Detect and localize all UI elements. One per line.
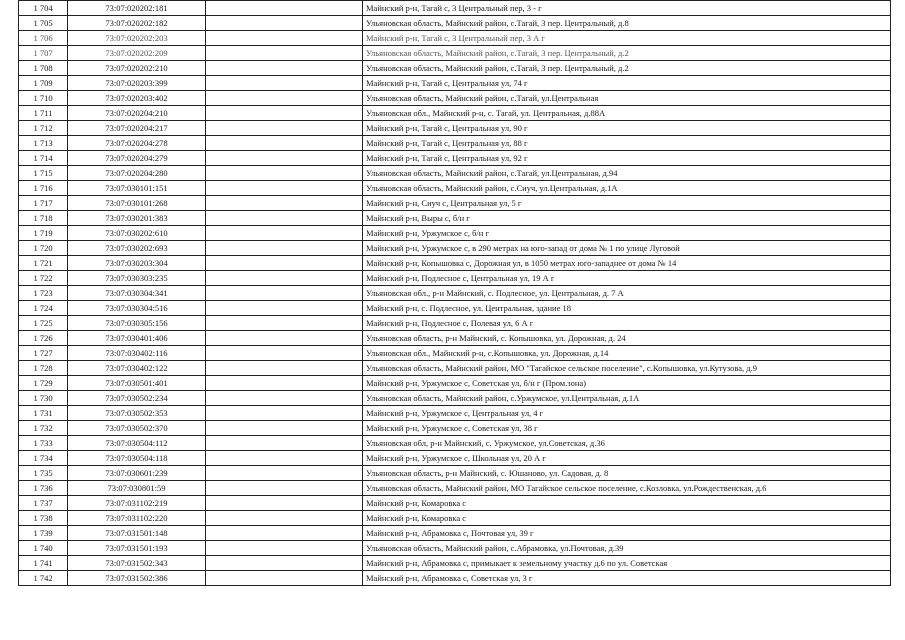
- row-number: 1 722: [19, 271, 68, 286]
- register-body: [19, 1, 891, 586]
- empty-cell: [206, 196, 363, 211]
- table-row: [19, 211, 891, 226]
- cadastral-number: 73:07:031501:193: [68, 541, 206, 556]
- row-number: 1 707: [19, 46, 68, 61]
- address: Майнский р-н, Комаровка с: [363, 511, 891, 526]
- table-row: [19, 421, 891, 436]
- empty-cell: [206, 346, 363, 361]
- row-number: 1 712: [19, 121, 68, 136]
- address: Майнский р-н, с. Подлесное, ул. Центральная, здание 18: [363, 301, 891, 316]
- empty-cell: [206, 286, 363, 301]
- empty-cell: [206, 391, 363, 406]
- empty-cell: [206, 1, 363, 16]
- cadastral-number: 73:07:030501:401: [68, 376, 206, 391]
- row-number: 1 736: [19, 481, 68, 496]
- address: Ульяновская обл., Майнский р-н, с. Тагай, ул. Центральная, д.88А: [363, 106, 891, 121]
- row-number: 1 705: [19, 16, 68, 31]
- empty-cell: [206, 226, 363, 241]
- row-number: 1 740: [19, 541, 68, 556]
- address: Ульяновская область, Майнский район, с.Тагай, ул.Центральная: [363, 91, 891, 106]
- table-row: [19, 286, 891, 301]
- cadastral-number: 73:07:030201:383: [68, 211, 206, 226]
- cadastral-number: 73:07:030202:610: [68, 226, 206, 241]
- table-row: [19, 241, 891, 256]
- address: Ульяновская область, р-н Майнский, с. Юшаново, ул. Садовая, д. 8: [363, 466, 891, 481]
- row-number: 1 709: [19, 76, 68, 91]
- table-row: [19, 541, 891, 556]
- row-number: 1 742: [19, 571, 68, 586]
- address: Ульяновская область, Майнский район, МО Тагайское сельское поселение, с.Козловка, ул.Рождественская, д.6: [363, 481, 891, 496]
- address: Майнский р-н, Комаровка с: [363, 496, 891, 511]
- cadastral-number: 73:07:030101:151: [68, 181, 206, 196]
- cadastral-number: 73:07:030504:112: [68, 436, 206, 451]
- table-row: [19, 121, 891, 136]
- address: Майнский р-н, Сиуч с, Центральная ул, 5 г: [363, 196, 891, 211]
- cadastral-number: 73:07:020202:181: [68, 1, 206, 16]
- row-number: 1 710: [19, 91, 68, 106]
- cadastral-number: 73:07:031102:220: [68, 511, 206, 526]
- table-row: [19, 406, 891, 421]
- cadastral-number: 73:07:030502:234: [68, 391, 206, 406]
- cadastral-number: 73:07:030202:693: [68, 241, 206, 256]
- cadastral-number: 73:07:031502:386: [68, 571, 206, 586]
- cadastral-number: 73:07:031102:219: [68, 496, 206, 511]
- cadastral-number: 73:07:020204:279: [68, 151, 206, 166]
- table-row: [19, 301, 891, 316]
- row-number: 1 729: [19, 376, 68, 391]
- address: Ульяновская область, Майнский район, с.Абрамовка, ул.Почтовая, д.39: [363, 541, 891, 556]
- row-number: 1 733: [19, 436, 68, 451]
- row-number: 1 738: [19, 511, 68, 526]
- row-number: 1 721: [19, 256, 68, 271]
- empty-cell: [206, 46, 363, 61]
- cadastral-number: 73:07:030303:235: [68, 271, 206, 286]
- table-row: [19, 376, 891, 391]
- row-number: 1 718: [19, 211, 68, 226]
- empty-cell: [206, 256, 363, 271]
- cadastral-number: 73:07:030601:239: [68, 466, 206, 481]
- table-row: [19, 271, 891, 286]
- cadastral-number: 73:07:030203:304: [68, 256, 206, 271]
- address: Ульяновская область, Майнский район, с.Тагай, 3 пер. Центральный, д.2: [363, 46, 891, 61]
- empty-cell: [206, 361, 363, 376]
- address: Ульяновская область, Майнский район, с.Сиуч, ул.Центральная, д.1А: [363, 181, 891, 196]
- empty-cell: [206, 106, 363, 121]
- row-number: 1 739: [19, 526, 68, 541]
- table-row: [19, 391, 891, 406]
- cadastral-number: 73:07:020202:210: [68, 61, 206, 76]
- row-number: 1 716: [19, 181, 68, 196]
- cadastral-number: 73:07:020202:209: [68, 46, 206, 61]
- row-number: 1 735: [19, 466, 68, 481]
- empty-cell: [206, 211, 363, 226]
- table-row: [19, 46, 891, 61]
- address: Майнский р-н, Выры с, б/н г: [363, 211, 891, 226]
- table-row: [19, 496, 891, 511]
- cadastral-number: 73:07:020202:182: [68, 16, 206, 31]
- empty-cell: [206, 16, 363, 31]
- cadastral-number: 73:07:030305:156: [68, 316, 206, 331]
- row-number: 1 732: [19, 421, 68, 436]
- cadastral-number: 73:07:031502:343: [68, 556, 206, 571]
- address: Майнский р-н, Уржумское с, б/н г: [363, 226, 891, 241]
- cadastral-number: 73:07:030502:353: [68, 406, 206, 421]
- table-row: [19, 361, 891, 376]
- address: Майнский р-н, Уржумское с, Центральная ул, 4 г: [363, 406, 891, 421]
- address: Ульяновская область, Майнский район, с.Тагай, 3 пер. Центральный, д.8: [363, 16, 891, 31]
- address: Ульяновская обл., р-н Майнский, с. Подлесное, ул. Центральная, д. 7 А: [363, 286, 891, 301]
- address: Майнский р-н, Подлесное с, Полевая ул, 6 А г: [363, 316, 891, 331]
- cadastral-number: 73:07:030504:118: [68, 451, 206, 466]
- empty-cell: [206, 466, 363, 481]
- address: Майнский р-н, Абрамовка с, Почтовая ул, 39 г: [363, 526, 891, 541]
- row-number: 1 713: [19, 136, 68, 151]
- table-row: [19, 16, 891, 31]
- row-number: 1 741: [19, 556, 68, 571]
- address: Майнский р-н, Абрамовка с, примыкает к земельному участку д.6 по ул. Советская: [363, 556, 891, 571]
- row-number: 1 725: [19, 316, 68, 331]
- row-number: 1 715: [19, 166, 68, 181]
- row-number: 1 714: [19, 151, 68, 166]
- empty-cell: [206, 76, 363, 91]
- cadastral-number: 73:07:030304:341: [68, 286, 206, 301]
- empty-cell: [206, 451, 363, 466]
- property-register-table: [18, 0, 891, 586]
- cadastral-number: 73:07:030801:59: [68, 481, 206, 496]
- empty-cell: [206, 421, 363, 436]
- empty-cell: [206, 511, 363, 526]
- address: Майнский р-н, Тагай с, 3 Центральный пер, 3 А г: [363, 31, 891, 46]
- table-row: [19, 331, 891, 346]
- table-row: [19, 436, 891, 451]
- table-row: [19, 571, 891, 586]
- row-number: 1 737: [19, 496, 68, 511]
- empty-cell: [206, 91, 363, 106]
- address: Ульяновская область, Майнский район, МО "Тагайское сельское поселение", с.Копышовка, ул.Кутузова, д.9: [363, 361, 891, 376]
- address: Ульяновская область, Майнский район, с.Тагай, 3 пер. Центральный, д.2: [363, 61, 891, 76]
- table-row: [19, 196, 891, 211]
- row-number: 1 719: [19, 226, 68, 241]
- cadastral-number: 73:07:020204:217: [68, 121, 206, 136]
- table-row: [19, 91, 891, 106]
- empty-cell: [206, 31, 363, 46]
- empty-cell: [206, 526, 363, 541]
- row-number: 1 706: [19, 31, 68, 46]
- row-number: 1 717: [19, 196, 68, 211]
- table-row: [19, 316, 891, 331]
- empty-cell: [206, 571, 363, 586]
- address: Ульяновская обл., Майнский р-н, с.Копышовка, ул. Дорожная, д.14: [363, 346, 891, 361]
- table-row: [19, 451, 891, 466]
- table-row: [19, 136, 891, 151]
- row-number: 1 704: [19, 1, 68, 16]
- cadastral-number: 73:07:030402:116: [68, 346, 206, 361]
- empty-cell: [206, 301, 363, 316]
- row-number: 1 711: [19, 106, 68, 121]
- cadastral-number: 73:07:020204:210: [68, 106, 206, 121]
- cadastral-number: 73:07:030502:370: [68, 421, 206, 436]
- row-number: 1 708: [19, 61, 68, 76]
- cadastral-number: 73:07:020202:203: [68, 31, 206, 46]
- empty-cell: [206, 496, 363, 511]
- empty-cell: [206, 316, 363, 331]
- row-number: 1 720: [19, 241, 68, 256]
- address: Майнский р-н, Тагай с, Центральная ул, 90 г: [363, 121, 891, 136]
- table-row: [19, 346, 891, 361]
- cadastral-number: 73:07:020204:280: [68, 166, 206, 181]
- row-number: 1 731: [19, 406, 68, 421]
- empty-cell: [206, 376, 363, 391]
- address: Майнский р-н, Уржумское с, Советская ул, 38 г: [363, 421, 891, 436]
- cadastral-number: 73:07:030402:122: [68, 361, 206, 376]
- table-row: [19, 466, 891, 481]
- row-number: 1 723: [19, 286, 68, 301]
- empty-cell: [206, 331, 363, 346]
- address: Майнский р-н, Тагай с, Центральная ул, 88 г: [363, 136, 891, 151]
- row-number: 1 727: [19, 346, 68, 361]
- table-row: [19, 76, 891, 91]
- cadastral-number: 73:07:030304:516: [68, 301, 206, 316]
- cadastral-number: 73:07:020203:399: [68, 76, 206, 91]
- empty-cell: [206, 61, 363, 76]
- address: Ульяновская обл, р-н Майнский, с. Уржумское, ул.Советская, д.36: [363, 436, 891, 451]
- table-row: [19, 106, 891, 121]
- address: Майнский р-н, Тагай с, Центральная ул, 92 г: [363, 151, 891, 166]
- table-row: [19, 556, 891, 571]
- address: Майнский р-н, Подлесное с, Центральная ул, 19 А г: [363, 271, 891, 286]
- empty-cell: [206, 541, 363, 556]
- empty-cell: [206, 121, 363, 136]
- empty-cell: [206, 241, 363, 256]
- empty-cell: [206, 136, 363, 151]
- cadastral-number: 73:07:030101:268: [68, 196, 206, 211]
- table-row: [19, 1, 891, 16]
- empty-cell: [206, 481, 363, 496]
- empty-cell: [206, 166, 363, 181]
- row-number: 1 734: [19, 451, 68, 466]
- address: Майнский р-н, Тагай с, 3 Центральный пер, 3 - г: [363, 1, 891, 16]
- table-row: [19, 256, 891, 271]
- empty-cell: [206, 436, 363, 451]
- cadastral-number: 73:07:031501:148: [68, 526, 206, 541]
- empty-cell: [206, 556, 363, 571]
- table-row: [19, 226, 891, 241]
- table-row: [19, 481, 891, 496]
- cadastral-number: 73:07:020204:278: [68, 136, 206, 151]
- row-number: 1 728: [19, 361, 68, 376]
- cadastral-number: 73:07:030401:406: [68, 331, 206, 346]
- address: Майнский р-н, Абрамовка с, Советская ул, 3 г: [363, 571, 891, 586]
- row-number: 1 730: [19, 391, 68, 406]
- table-row: [19, 511, 891, 526]
- address: Майнский р-н, Копышовка с, Дорожная ул, в 1050 метрах юго-западнее от дома № 14: [363, 256, 891, 271]
- row-number: 1 726: [19, 331, 68, 346]
- row-number: 1 724: [19, 301, 68, 316]
- empty-cell: [206, 151, 363, 166]
- address: Майнский р-н, Уржумское с, в 290 метрах на юго-запад от дома № 1 по улице Луговой: [363, 241, 891, 256]
- address: Ульяновская область, р-н Майнский, с. Копышовка, ул. Дорожная, д. 24: [363, 331, 891, 346]
- address: Ульяновская область, Майнский район, с.Уржумское, ул.Центральная, д.1А: [363, 391, 891, 406]
- empty-cell: [206, 181, 363, 196]
- empty-cell: [206, 271, 363, 286]
- table-row: [19, 166, 891, 181]
- address: Майнский р-н, Уржумское с, Советская ул, б/н г (Пром.зона): [363, 376, 891, 391]
- table-row: [19, 61, 891, 76]
- address: Майнский р-н, Тагай с, Центральная ул, 74 г: [363, 76, 891, 91]
- empty-cell: [206, 406, 363, 421]
- table-row: [19, 31, 891, 46]
- cadastral-number: 73:07:020203:402: [68, 91, 206, 106]
- address: Майнский р-н, Уржумское с, Школьная ул, 20 А г: [363, 451, 891, 466]
- table-row: [19, 181, 891, 196]
- address: Ульяновская область, Майнский район, с.Тагай, ул.Центральная, д.94: [363, 166, 891, 181]
- table-row: [19, 151, 891, 166]
- table-row: [19, 526, 891, 541]
